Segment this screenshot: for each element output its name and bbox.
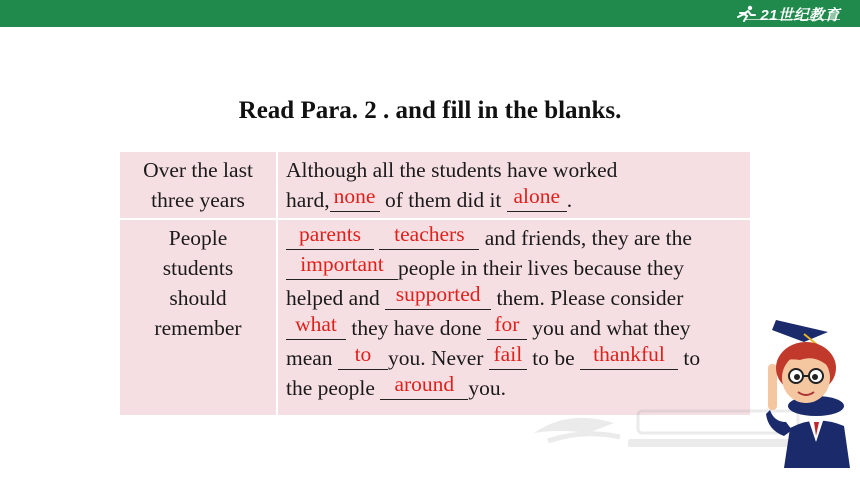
answer-text: important — [300, 252, 384, 276]
passage-text: Although all the students have worked — [286, 158, 618, 182]
answer-blank — [286, 223, 374, 253]
passage-text: mean — [286, 346, 338, 370]
answer-blank — [487, 313, 527, 343]
answer-blank — [338, 343, 388, 373]
answer-text: teachers — [394, 222, 465, 246]
row-label-cell — [119, 151, 277, 219]
passage-text: the people — [286, 376, 381, 400]
answer-blank — [380, 373, 468, 403]
passage-line — [286, 373, 750, 403]
passage-line — [286, 313, 750, 343]
answer-blank — [330, 185, 380, 215]
passage-line — [286, 155, 750, 185]
top-bar — [0, 0, 860, 27]
answer-blank — [580, 343, 678, 373]
answer-blank — [286, 313, 346, 343]
passage-text: to be — [526, 346, 580, 370]
answer-text: none — [333, 184, 376, 208]
row-label-line: students — [162, 256, 234, 280]
answer-text: around — [394, 372, 455, 396]
fill-in-table — [118, 150, 752, 417]
passage-text: helped and — [286, 286, 386, 310]
passage-line — [286, 223, 750, 253]
answer-text: alone — [513, 184, 561, 208]
passage-line — [286, 253, 750, 283]
passage-text: you and what they — [526, 316, 691, 340]
passage-text: . — [566, 188, 573, 212]
passage-line — [286, 343, 750, 373]
answer-text: fail — [493, 342, 523, 366]
passage-text: them. Please consider — [491, 286, 684, 310]
answer-text: thankful — [593, 342, 665, 366]
answer-blank — [489, 343, 527, 373]
answer-text: for — [494, 312, 520, 336]
passage-text: and friends, they are the — [479, 226, 692, 250]
passage-text: hard, — [286, 188, 330, 212]
row-label-line: Over the last — [143, 158, 253, 182]
logo-text: 21世纪教育 — [760, 6, 840, 24]
passage-text: they have done — [346, 316, 487, 340]
passage-text: to — [678, 346, 701, 370]
passage-text: of them did it — [379, 188, 507, 212]
row-label-line: should — [169, 286, 227, 310]
table-row — [119, 219, 751, 416]
passage-cell — [277, 219, 751, 416]
answer-blank — [385, 283, 491, 313]
graduate-mascot-icon — [764, 318, 856, 468]
row-label-line: three years — [151, 188, 245, 212]
passage-text: you. — [468, 376, 506, 400]
passage-line — [286, 185, 750, 215]
answer-text: parents — [298, 222, 362, 246]
answer-blank — [507, 185, 567, 215]
answer-text: to — [354, 342, 372, 366]
row-label-line: remember — [154, 316, 242, 340]
answer-blank — [379, 223, 479, 253]
row-label-line: People — [168, 226, 228, 250]
page-title: Read Para. 2 . and fill in the blanks. — [238, 97, 622, 124]
passage-text: you. Never — [387, 346, 489, 370]
answer-blank — [286, 253, 398, 283]
table-row — [119, 151, 751, 219]
logo-underline — [744, 19, 840, 23]
answer-text: supported — [395, 282, 481, 306]
answer-text: what — [295, 312, 337, 336]
passage-text: people in their lives because they — [398, 256, 684, 280]
passage-cell — [277, 151, 751, 219]
row-label-cell — [119, 219, 277, 416]
passage-line — [286, 283, 750, 313]
